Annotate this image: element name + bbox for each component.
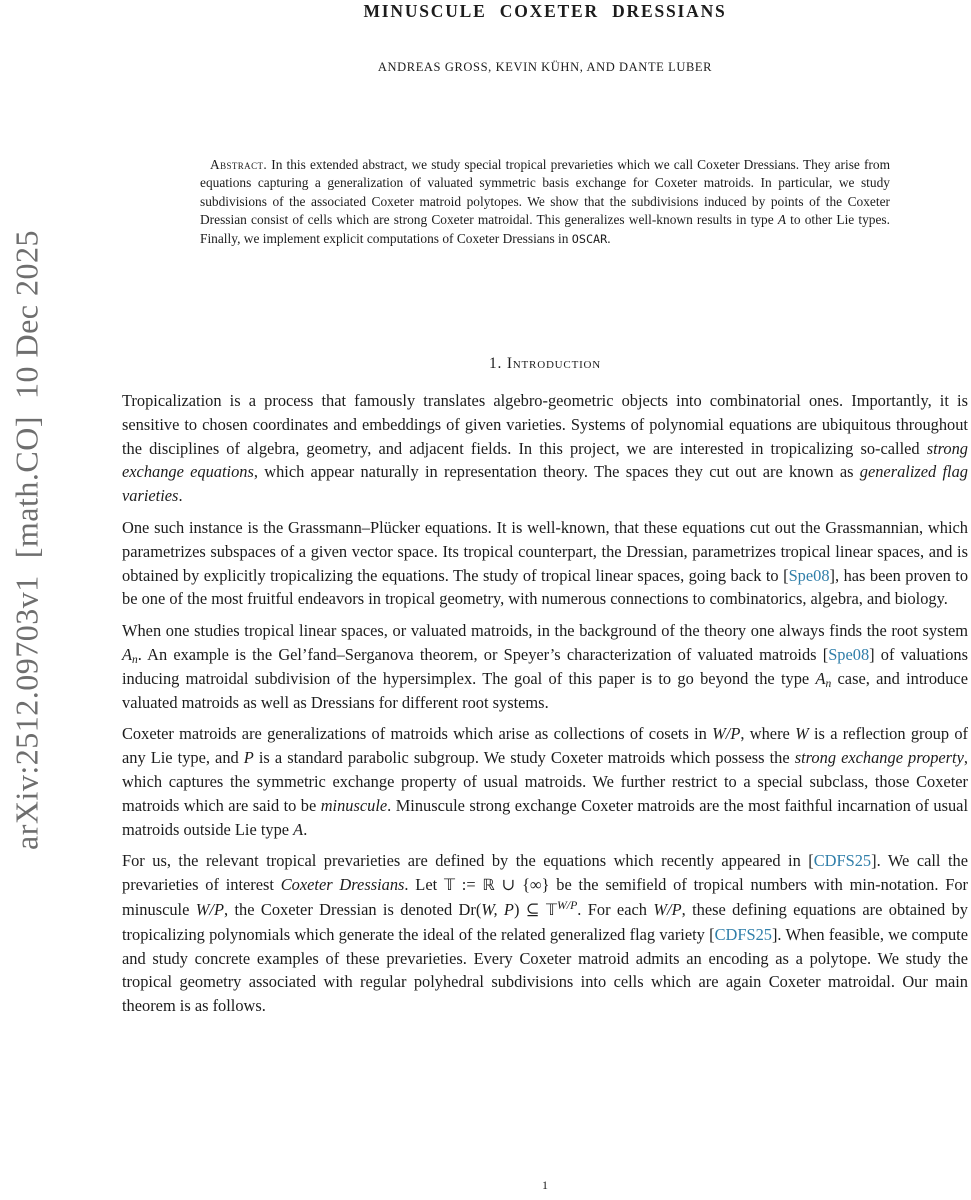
- text-segment: For us, the relevant tropical prevarieties are defined by the equations which recently appeared in [: [122, 851, 814, 871]
- text-segment: to other Lie types. Finally, we implement explicit computations of Coxeter Dressians in: [200, 212, 890, 246]
- paper-page: [122, 0, 968, 1200]
- text-segment: ]. We call the prevarieties of interest: [122, 851, 968, 895]
- text-segment: Tropicalization is a process that famously translates algebro-geometric objects into combinatorial ones. Importantly, it is sensitive to chosen coordinates and embeddings of given varieties. Systems of polynomial equations are ubiquitous throughout the disciplines of algebra, geometry, and adjacent fields. In this project, we are interested in tropicalizing so-called: [122, 391, 968, 458]
- text-segment: . For each: [577, 899, 654, 919]
- text-segment: Coxeter matroids are generalizations of matroids which arise as collections of cosets in: [122, 724, 713, 744]
- paragraph: [122, 389, 968, 508]
- text-segment: A: [122, 644, 133, 664]
- citation-link[interactable]: CDFS25: [714, 924, 772, 944]
- citation-link[interactable]: CDFS25: [813, 851, 872, 871]
- text-segment: W/P: [556, 898, 578, 913]
- text-segment: , which captures the symmetric exchange property of usual matroids. We further restrict to a special subclass, those Coxeter matroids which are said to be: [122, 748, 968, 815]
- paragraph: [122, 516, 968, 611]
- page-number: 1: [542, 1178, 548, 1192]
- citation-link[interactable]: Spe08: [788, 565, 830, 585]
- text-segment: ], has been proven to be one of the most fruitful endeavors in tropical geometry, with numerous connections to combinatorics, algebra, and biology.: [122, 565, 969, 609]
- text-segment: A: [815, 668, 826, 688]
- text-segment: is a standard parabolic subgroup. We study Coxeter matroids which possess the: [253, 748, 795, 768]
- text-segment: is a reflection group of any Lie type, and: [122, 724, 968, 768]
- text-segment: strong exchange equations: [122, 438, 968, 482]
- text-segment: A: [293, 819, 304, 839]
- text-segment: W: [795, 724, 809, 744]
- paragraph: [122, 619, 968, 714]
- section-heading-introduction: 1. Introduction: [488, 355, 602, 372]
- text-segment: . An example is the Gel’fand–Serganova theorem, or Speyer’s characterization of valuated matroids [: [137, 644, 829, 664]
- text-segment: .: [303, 819, 308, 839]
- paragraph: [122, 849, 968, 1018]
- text-segment: :=: [454, 875, 483, 895]
- text-segment: ∪ {∞} be the semifield of tropical numbers with min-notation. For minuscule: [122, 875, 969, 919]
- text-segment: , these defining equations are obtained by tropicalizing polynomials which generate the ideal of the related generalized flag variety [: [122, 899, 969, 944]
- text-segment: , which appear naturally in representation theory. The spaces they cut out are known as: [253, 462, 860, 482]
- text-segment: ) ⊆: [513, 899, 546, 919]
- text-segment: ℝ: [482, 876, 495, 895]
- text-segment: n: [132, 653, 138, 666]
- text-segment: One such instance is the Grassmann–Plücker equations. It is well-known, that these equations cut out the Grassmannian, which parametrizes subspaces of a given vector space. Its tropical counterpart, the Dressian, parametrizes tropical linear spaces, and is obtained by explicitly tropicalizing the equations. The study of tropical linear spaces, going back to [: [122, 517, 968, 585]
- abstract-text: [200, 157, 890, 246]
- text-segment: . Let: [404, 875, 444, 895]
- text-segment: ] of valuations inducing matroidal subdivision of the hypersimplex. The goal of this paper is to go beyond the type: [122, 644, 969, 688]
- paper-title: MINUSCULE COXETER DRESSIANS: [363, 1, 727, 21]
- text-segment: , the Coxeter Dressian is denoted Dr(: [224, 899, 482, 919]
- text-segment: minuscule: [320, 795, 388, 815]
- text-segment: When one studies tropical linear spaces, or valuated matroids, in the background of the theory one always finds the root system: [122, 621, 968, 641]
- paper-authors: ANDREAS GROSS, KEVIN KÜHN, AND DANTE LUBER: [377, 60, 713, 74]
- text-segment: , where: [740, 724, 796, 744]
- body-text: [122, 389, 968, 1026]
- text-segment: W/P: [653, 899, 682, 919]
- text-segment: 𝕋: [545, 900, 557, 919]
- abstract-block: [200, 156, 890, 248]
- text-segment: W/P: [195, 899, 224, 919]
- text-segment: In this extended abstract, we study special tropical prevarieties which we call Coxeter Dressians. They arise from equations capturing a generalization of valuated symmetric basis exchange for Coxeter matroids. In particular, we study subdivisions of the associated Coxeter matroid polytopes. We show that the subdivisions induced by points of the Coxeter Dressian consist of cells which are strong Coxeter matroidal. This generalizes well-known results in type: [200, 157, 890, 228]
- citation-link[interactable]: Spe08: [828, 644, 870, 664]
- text-segment: A: [777, 212, 786, 228]
- text-segment: n: [825, 677, 832, 690]
- text-segment: OSCAR: [571, 231, 608, 246]
- text-segment: 𝕋: [443, 876, 455, 895]
- text-segment: . Minuscule strong exchange Coxeter matroids are the most faithful incarnation of usual matroids outside Lie type: [122, 795, 968, 839]
- text-segment: generalized flag varieties: [122, 462, 968, 506]
- paragraph: [122, 722, 968, 841]
- text-segment: P: [243, 748, 254, 768]
- text-segment: .: [178, 486, 183, 506]
- text-segment: W/P: [712, 724, 741, 744]
- text-segment: case, and introduce valuated matroids as well as Dressians for different root systems.: [122, 668, 968, 712]
- text-segment: Coxeter Dressians: [280, 875, 405, 895]
- text-segment: .: [607, 230, 611, 246]
- arxiv-watermark: arXiv:2512.09703v1 [math.CO] 10 Dec 2025: [8, 229, 45, 851]
- text-segment: ]. When feasible, we compute and study concrete examples of these prevarieties. Every Coxeter matroid admits an encoding as a polytope. We study the tropical geometry associated with regular polyhedral subdivisions into cells which are again Coxeter matroidal. Our main theorem is as follows.: [122, 924, 968, 1016]
- text-segment: W, P: [481, 899, 514, 919]
- text-segment: strong exchange property: [794, 748, 964, 768]
- abstract-label: Abstract.: [210, 157, 268, 172]
